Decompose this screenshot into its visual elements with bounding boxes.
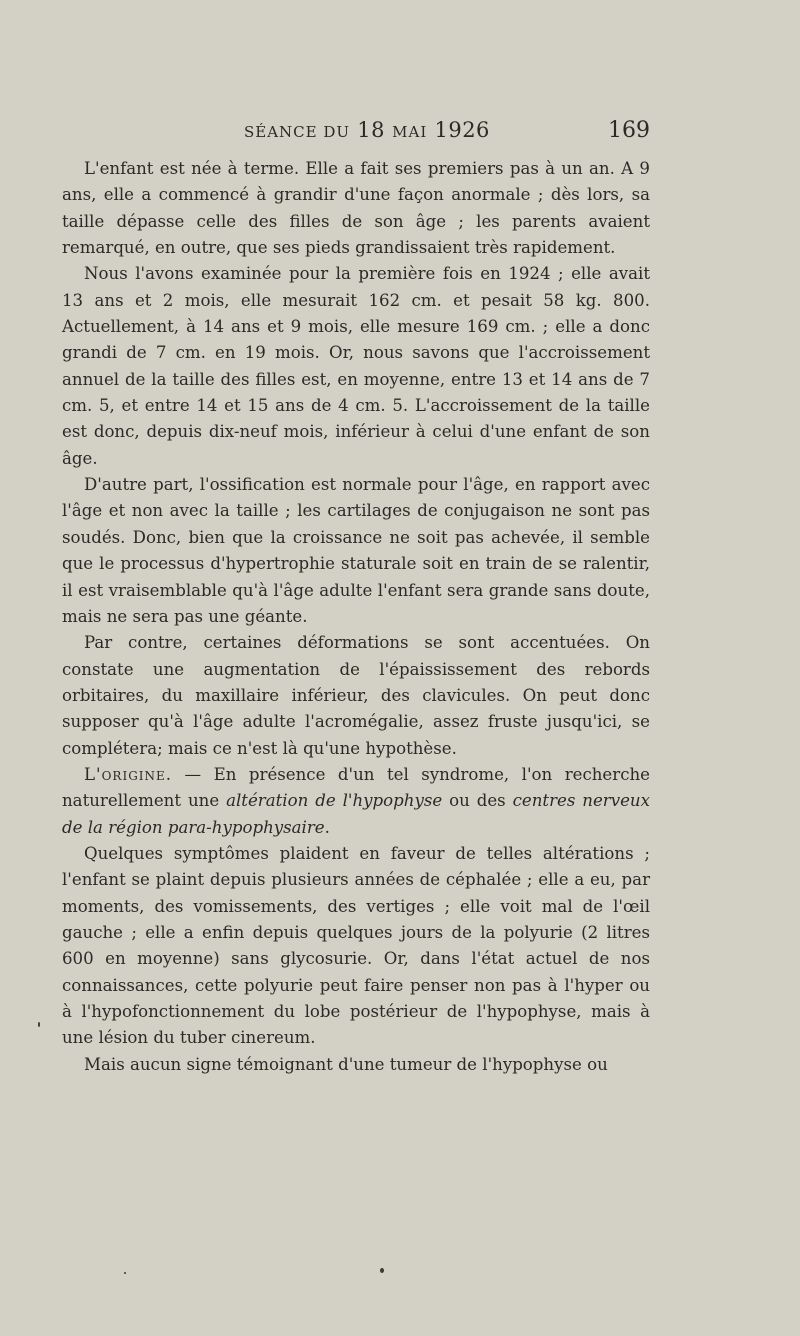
paragraph-deformations: Par contre, certaines déformations se sont accentuées. On constate une augmentation de l'épaississement des rebords orbitaires, du maxillaire inférieur, des clavicules. On peut donc supposer qu'à l'âge adulte l'acromégalie, assez fruste jusqu'ici, se complétera; mais ce n'est là qu'une hypothèse.: [62, 633, 650, 758]
paper-speck: [124, 1272, 126, 1274]
origine-emphasis-centres: centres nerveux de la région para-hypophysaire: [62, 791, 650, 837]
body-text: [62, 156, 650, 1078]
running-head-seance: SÉANCE DU: [244, 123, 351, 141]
page-header: [62, 118, 650, 150]
page-number: 169: [608, 118, 650, 143]
paragraph-symptoms: Quelques symptômes plaident en faveur de telles altérations ; l'enfant se plaint depuis plusieurs années de céphalée ; elle a eu, par moments, des vomissements, des vertiges ; elle voit mal de l'œil gauche ; elle a enfin depuis quelques jours de la polyurie (2 litres 600 en moyenne) sans glycosurie. Or, dans l'état actuel de nos connaissances, cette polyurie peut faire penser non pas à l'hyper ou à l'hypofonctionnement du lobe postérieur de l'hypophyse, mais à une lésion du tuber cinereum.: [62, 843, 650, 1048]
running-head-month: MAI: [392, 123, 428, 141]
paragraph-measurements: Nous l'avons examinée pour la première fois en 1924 ; elle avait 13 ans et 2 mois, elle mesurait 162 cm. et pesait 58 kg. 800. Actuellement, à 14 ans et 9 mois, elle mesure 169 cm. ; elle a donc grandi de 7 cm. en 19 mois. Or, nous savons que l'accroissement annuel de la taille des filles est, en moyenne, entre 13 et 14 ans de 7 cm. 5, et entre 14 et 15 ans de 4 cm. 5. L'accroissement de la taille est donc, depuis dix-neuf mois, inférieur à celui d'une enfant de son âge.: [62, 264, 650, 468]
paragraph-ossification: D'autre part, l'ossification est normale pour l'âge, en rapport avec l'âge et non avec la taille ; les cartilages de conjugaison ne sont pas soudés. Donc, bien que la croissance ne soit pas achevée, il semble que le processus d'hypertrophie staturale soit en train de se ralentir, il est vraisemblable qu'à l'âge adulte l'enfant sera grande sans doute, mais ne sera pas une géante.: [62, 475, 650, 626]
origine-emphasis-hypophyse: altération de l'hypophyse: [226, 791, 443, 811]
paper-speck: [38, 1022, 40, 1027]
paragraph-birth: L'enfant est née à terme. Elle a fait ses premiers pas à un an. A 9 ans, elle a commencé à grandir d'une façon anormale ; dès lors, sa taille dépasse celle des filles de son âge ; les parents avaient remarqué, en outre, que ses pieds grandissaient très rapidement.: [62, 159, 650, 258]
origine-text-3: .: [324, 817, 330, 837]
section-label-origine: L'origine.: [84, 764, 173, 784]
paragraph-origine: [62, 762, 650, 841]
origine-text-1: — En présence d'un tel syndrome, l'on recherche naturellement une: [62, 764, 650, 811]
origine-text-2: ou des: [442, 791, 513, 811]
running-head: [244, 118, 490, 142]
paper-speck: [380, 1268, 384, 1273]
running-head-year: 1926: [434, 118, 490, 142]
paragraph-tumeur: Mais aucun signe témoignant d'une tumeur de l'hypophyse ou: [84, 1054, 608, 1074]
running-head-day: 18: [357, 118, 385, 142]
